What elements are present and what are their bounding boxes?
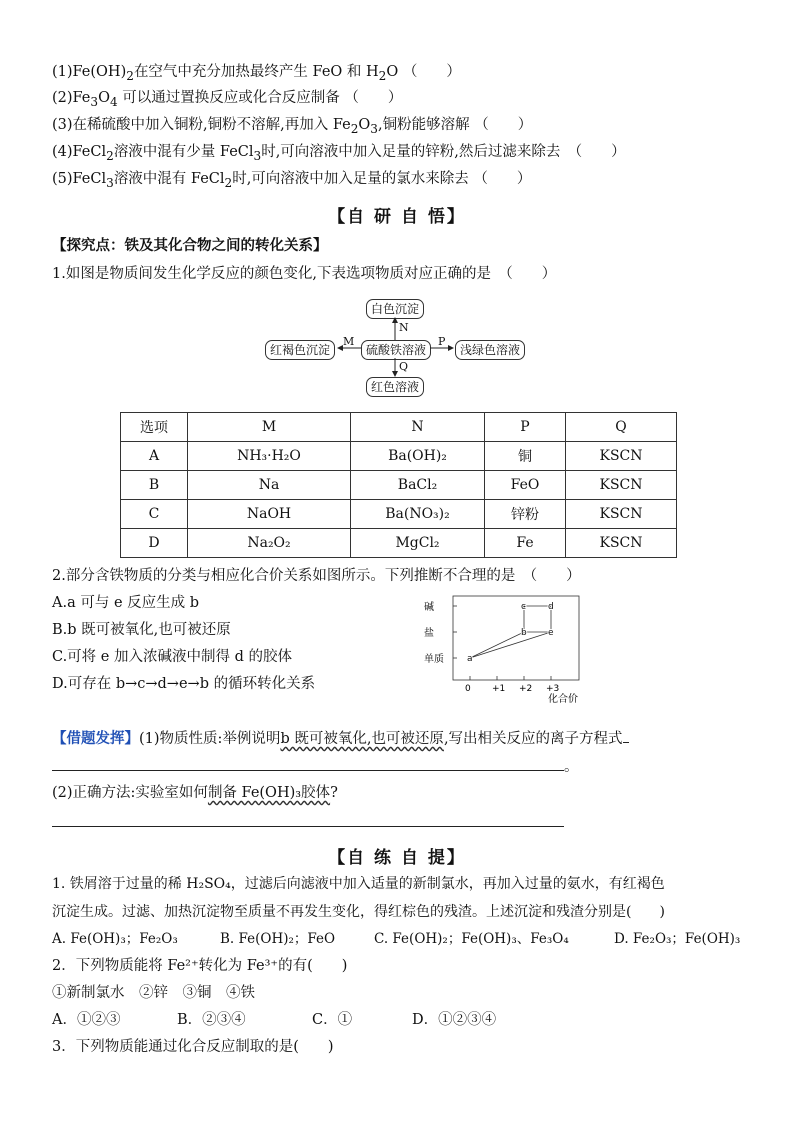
table-cell: Ba(OH)₂ [351,442,485,471]
borrow-emphasis-2: 制备 Fe(OH)₃胶体 [207,785,331,801]
table-cell: 锌粉 [485,500,566,529]
x-tick-label: +1 [492,684,506,694]
p2-option-a: A．①②③ [52,1012,121,1028]
answer-blank-line[interactable] [52,756,564,771]
judge-item-5: (5)FeCl$_3$溶液中混有 FeCl$_2$时,可向溶液中加入足量的氯水来除去 （ ） [52,171,532,190]
header-cell: N [351,413,485,442]
table-cell: Na₂O₂ [188,529,351,558]
header-cell: Q [566,413,677,442]
point-label-a: a [467,654,473,664]
borrow-end: 。 [564,759,579,775]
table-cell: 铜 [485,442,566,471]
table-row [121,442,677,471]
point-label-e: e [548,628,554,638]
box-ferric-sulfate: 硫酸铁溶液 [361,340,431,360]
x-tick-label: 0 [465,684,471,694]
question-1: 1.如图是物质间发生化学反应的颜色变化,下表选项物质对应正确的是 （ ） [52,266,557,282]
chart-connector [470,632,524,658]
p1-option-a: A. Fe(OH)₃；Fe₂O₃ [52,931,178,947]
table-cell: FeO [485,471,566,500]
judge-item-4: (4)FeCl$_2$溶液中混有少量 FeCl$_3$时,可向溶液中加入足量的锌粉,然后过滤来除去 （ ） [52,144,626,163]
table-cell: MgCl₂ [351,529,485,558]
box-white-precipitate: 白色沉淀 [366,299,424,319]
answer-blank[interactable] [623,728,629,743]
p1-option-d: D. Fe₂O₃；Fe(OH)₃ [614,931,741,947]
header-cell: M [188,413,351,442]
label-p: P [438,335,446,348]
section-title-self-practice: 【自 练 自 提】 [328,848,466,868]
borrow-text1: (1)物质性质:举例说明 [139,731,281,747]
table-cell: KSCN [566,442,677,471]
y-tick-label: 盐 [424,628,434,639]
borrow-line-1 [52,728,629,749]
valence-chart-svg [423,594,583,706]
x-tick-label: +2 [519,684,533,694]
y-tick-label: 碱 [424,602,434,613]
practice-2: 2．下列物质能将 Fe²⁺转化为 Fe³⁺的有( ) [52,958,348,974]
table-cell: NaOH [188,500,351,529]
y-tick-label: 单质 [424,654,444,665]
options-table [120,412,677,558]
q2-option-b: B.b 既可被氧化,也可被还原 [52,622,231,638]
table-cell: KSCN [566,529,677,558]
header-cell: P [485,413,566,442]
label-q: Q [399,360,409,373]
point-label-c: c [521,602,526,612]
borrow-text3: (2)正确方法:实验室如何 [52,785,208,801]
judge-item-3: (3)在稀硫酸中加入铜粉,铜粉不溶解,再加入 $Fe_2O_3$,铜粉能够溶解 （ ） [52,117,533,136]
header-cell: 选项 [121,413,188,442]
borrow-line-2 [52,756,579,777]
table-cell: Na [188,471,351,500]
p2-option-b: B．②③④ [177,1012,246,1028]
table-row [121,500,677,529]
judge-item-2: $(2)Fe_3O_4$ 可以通过置换反应或化合反应制备 （ ） [52,90,403,109]
table-cell: B [121,471,188,500]
p2-option-c: C．① [312,1012,353,1028]
table-row [121,529,677,558]
p1-option-b: B. Fe(OH)₂；FeO [220,931,336,947]
label-m: M [343,335,355,348]
diagram-arrows [0,0,794,420]
p2-option-d: D．①②③④ [412,1012,497,1028]
judge-item-1: $(1)Fe(OH)_2$在空气中充分加热最终产生 FeO 和 $H_2O$ （ ） [52,64,461,83]
box-red-solution: 红色溶液 [366,377,424,397]
practice-1-line-2: 沉淀生成。过滤、加热沉淀物至质量不再发生变化，得红棕色的残渣。上述沉淀和残渣分别是( ) [52,904,665,920]
label-n: N [399,321,409,334]
x-axis-label: 化合价 [548,694,578,705]
explore-point: 【探究点：铁及其化合物之间的转化关系】 [52,237,328,254]
table-cell: KSCN [566,471,677,500]
table-cell: Ba(NO₃)₂ [351,500,485,529]
point-label-b: b [521,628,527,638]
point-label-d: d [548,602,554,612]
borrow-line-4 [52,812,564,833]
practice-1-line-1: 1. 铁屑溶于过量的稀 H₂SO₄，过滤后向滤液中加入适量的新制氯水，再加入过量的氨水，有红褐色 [52,876,665,892]
table-header-row [121,413,677,442]
box-red-brown-precipitate: 红褐色沉淀 [265,340,335,360]
table-cell: KSCN [566,500,677,529]
box-light-green-solution: 浅绿色溶液 [455,340,525,360]
borrow-line-3 [52,783,338,803]
borrow-qmark: ? [330,785,338,801]
q2-option-a: A.a 可与 e 反应生成 b [52,595,200,611]
borrow-tag: 【借题发挥】 [52,730,139,747]
practice-3: 3．下列物质能通过化合反应制取的是( ) [52,1039,334,1055]
table-cell: D [121,529,188,558]
x-tick-label: +3 [546,684,560,694]
borrow-text2: ,写出相关反应的离子方程式 [443,731,623,747]
valence-chart [423,594,583,706]
answer-blank-line-2[interactable] [52,812,564,827]
table-cell: NH₃·H₂O [188,442,351,471]
q2-option-c: C.可将 e 加入浓碱液中制得 d 的胶体 [52,649,292,665]
table-cell: Fe [485,529,566,558]
table-cell: A [121,442,188,471]
chart-frame [453,596,579,680]
table-cell: C [121,500,188,529]
q2-option-d: D.可存在 b→c→d→e→b 的循环转化关系 [52,676,316,692]
practice-2-items: ①新制氯水 ②锌 ③铜 ④铁 [52,985,255,1001]
table-row [121,471,677,500]
chart-connector [470,632,551,658]
borrow-emphasis-1: b 既可被氧化,也可被还原 [280,731,444,747]
section-title-self-study: 【自 研 自 悟】 [328,207,466,227]
p1-option-c: C. Fe(OH)₂；Fe(OH)₃、Fe₃O₄ [374,931,569,947]
table-cell: BaCl₂ [351,471,485,500]
question-2: 2.部分含铁物质的分类与相应化合价关系如图所示。下列推断不合理的是 （ ） [52,568,581,584]
